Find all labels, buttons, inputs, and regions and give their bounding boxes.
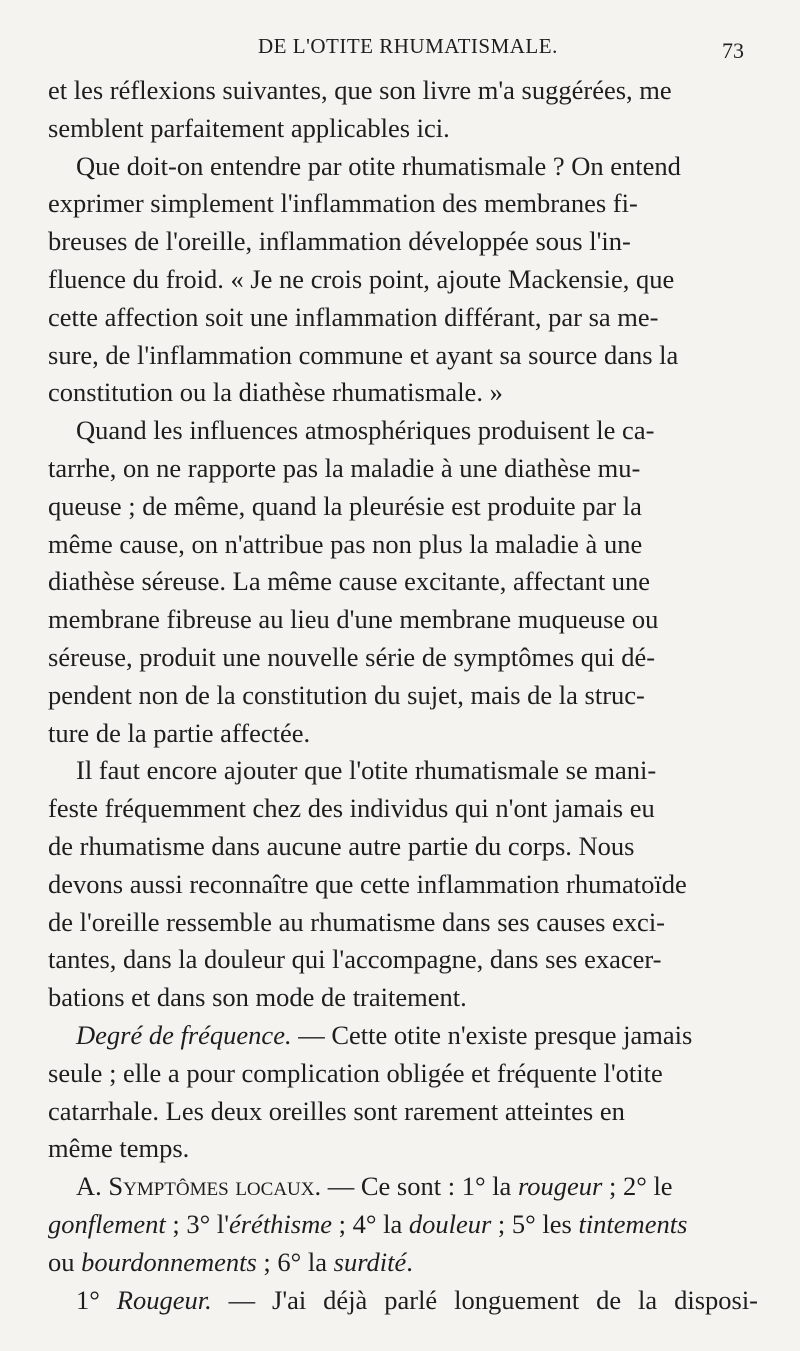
text-line: devons aussi reconnaître que cette inflammation rhumatoïde	[48, 868, 687, 899]
section-heading: Degré de fréquence.	[76, 1019, 292, 1050]
text-run: ; 2° le	[602, 1171, 673, 1202]
text-line: Quand les influences atmosphériques produisent le ca-	[76, 415, 655, 446]
text-run: ; 3° l'	[165, 1208, 229, 1239]
paragraph	[48, 1282, 758, 1320]
running-title: DE L'OTITE RHUMATISMALE.	[258, 34, 558, 58]
text-line: cette affection soit une inflammation différant, par sa me-	[48, 301, 659, 332]
section-label: 1°	[76, 1284, 100, 1315]
section-label: A.	[76, 1171, 102, 1202]
text-line: sure, de l'inflammation commune et ayant sa source dans la	[48, 339, 679, 370]
text-line: fluence du froid. « Je ne crois point, ajoute Mackensie, que	[48, 263, 675, 294]
page-number: 73	[722, 38, 744, 63]
text-run: surdité	[333, 1246, 407, 1277]
paragraph	[48, 72, 758, 148]
body-text	[48, 72, 758, 1319]
text-run: ; 4° la	[332, 1208, 409, 1239]
text-line: tarrhe, on ne rapporte pas la maladie à une diathèse mu-	[48, 452, 641, 483]
section-heading: Rougeur.	[116, 1284, 212, 1315]
text-run: éréthisme	[228, 1208, 333, 1239]
text-line: pendent non de la constitution du sujet, mais de la struc-	[48, 679, 645, 710]
text-run: — Ce sont : 1° la	[321, 1171, 518, 1202]
page-header	[0, 34, 800, 64]
text-run: rougeur	[517, 1171, 603, 1202]
text-line: tantes, dans la douleur qui l'accompagne, dans ses exacer-	[48, 944, 662, 975]
text-line: catarrhale. Les deux oreilles sont rarement atteintes en	[48, 1095, 625, 1126]
text-line: de l'oreille ressemble au rhumatisme dans ses causes exci-	[48, 906, 666, 937]
paragraph	[48, 1168, 758, 1281]
text-line: seule ; elle a pour complication obligée et fréquente l'otite	[48, 1057, 663, 1088]
text-line: bations et dans son mode de traitement.	[48, 982, 467, 1013]
text-run: gonflement	[48, 1208, 166, 1239]
text-line: Que doit-on entendre par otite rhumatismale ? On entend	[76, 150, 681, 181]
text-line: de rhumatisme dans aucune autre partie du corps. Nous	[48, 830, 635, 861]
text-line	[48, 1282, 758, 1320]
text-line: breuses de l'oreille, inflammation développée sous l'in-	[48, 226, 631, 257]
text-line	[48, 1017, 758, 1055]
text-line: feste fréquemment chez des individus qui n'ont jamais eu	[48, 793, 655, 824]
text-run: ou	[48, 1246, 82, 1277]
text-run: bourdonnements	[81, 1246, 257, 1277]
paragraph	[48, 752, 758, 1017]
text-run: ; 6° la	[256, 1246, 334, 1277]
text-line: membrane fibreuse au lieu d'une membrane muqueuse ou	[48, 604, 659, 635]
text-run: .	[406, 1246, 413, 1277]
text-line: séreuse, produit une nouvelle série de symptômes qui dé-	[48, 641, 656, 672]
text-line	[48, 1244, 758, 1282]
text-line: Il faut encore ajouter que l'otite rhumatismale se mani-	[76, 755, 657, 786]
text-run: ; 5° les	[491, 1208, 579, 1239]
text-run: tintements	[578, 1208, 688, 1239]
text-line: semblent parfaitement applicables ici.	[48, 112, 450, 143]
text-line	[48, 1168, 758, 1206]
text-line: même temps.	[48, 1133, 190, 1164]
text-run: douleur	[408, 1208, 492, 1239]
text-run: — J'ai déjà parlé longuement de la disposi-	[211, 1284, 759, 1315]
text-line: et les réflexions suivantes, que son livre m'a suggérées, me	[48, 75, 672, 105]
section-heading: Symptômes locaux.	[108, 1171, 322, 1202]
paragraph	[48, 148, 758, 413]
text-line: même cause, on n'attribue pas non plus la maladie à une	[48, 528, 643, 559]
text-line: diathèse séreuse. La même cause excitante, affectant une	[48, 566, 651, 597]
text-line: constitution ou la diathèse rhumatismale. »	[48, 377, 503, 408]
paragraph	[48, 1017, 758, 1168]
text-line: exprimer simplement l'inflammation des membranes fi-	[48, 188, 638, 219]
text-line: queuse ; de même, quand la pleurésie est produite par la	[48, 490, 642, 521]
paragraph	[48, 412, 758, 752]
text-line	[48, 1206, 758, 1244]
text-run: — Cette otite n'existe presque jamais	[291, 1019, 693, 1050]
text-line: ture de la partie affectée.	[48, 717, 311, 748]
